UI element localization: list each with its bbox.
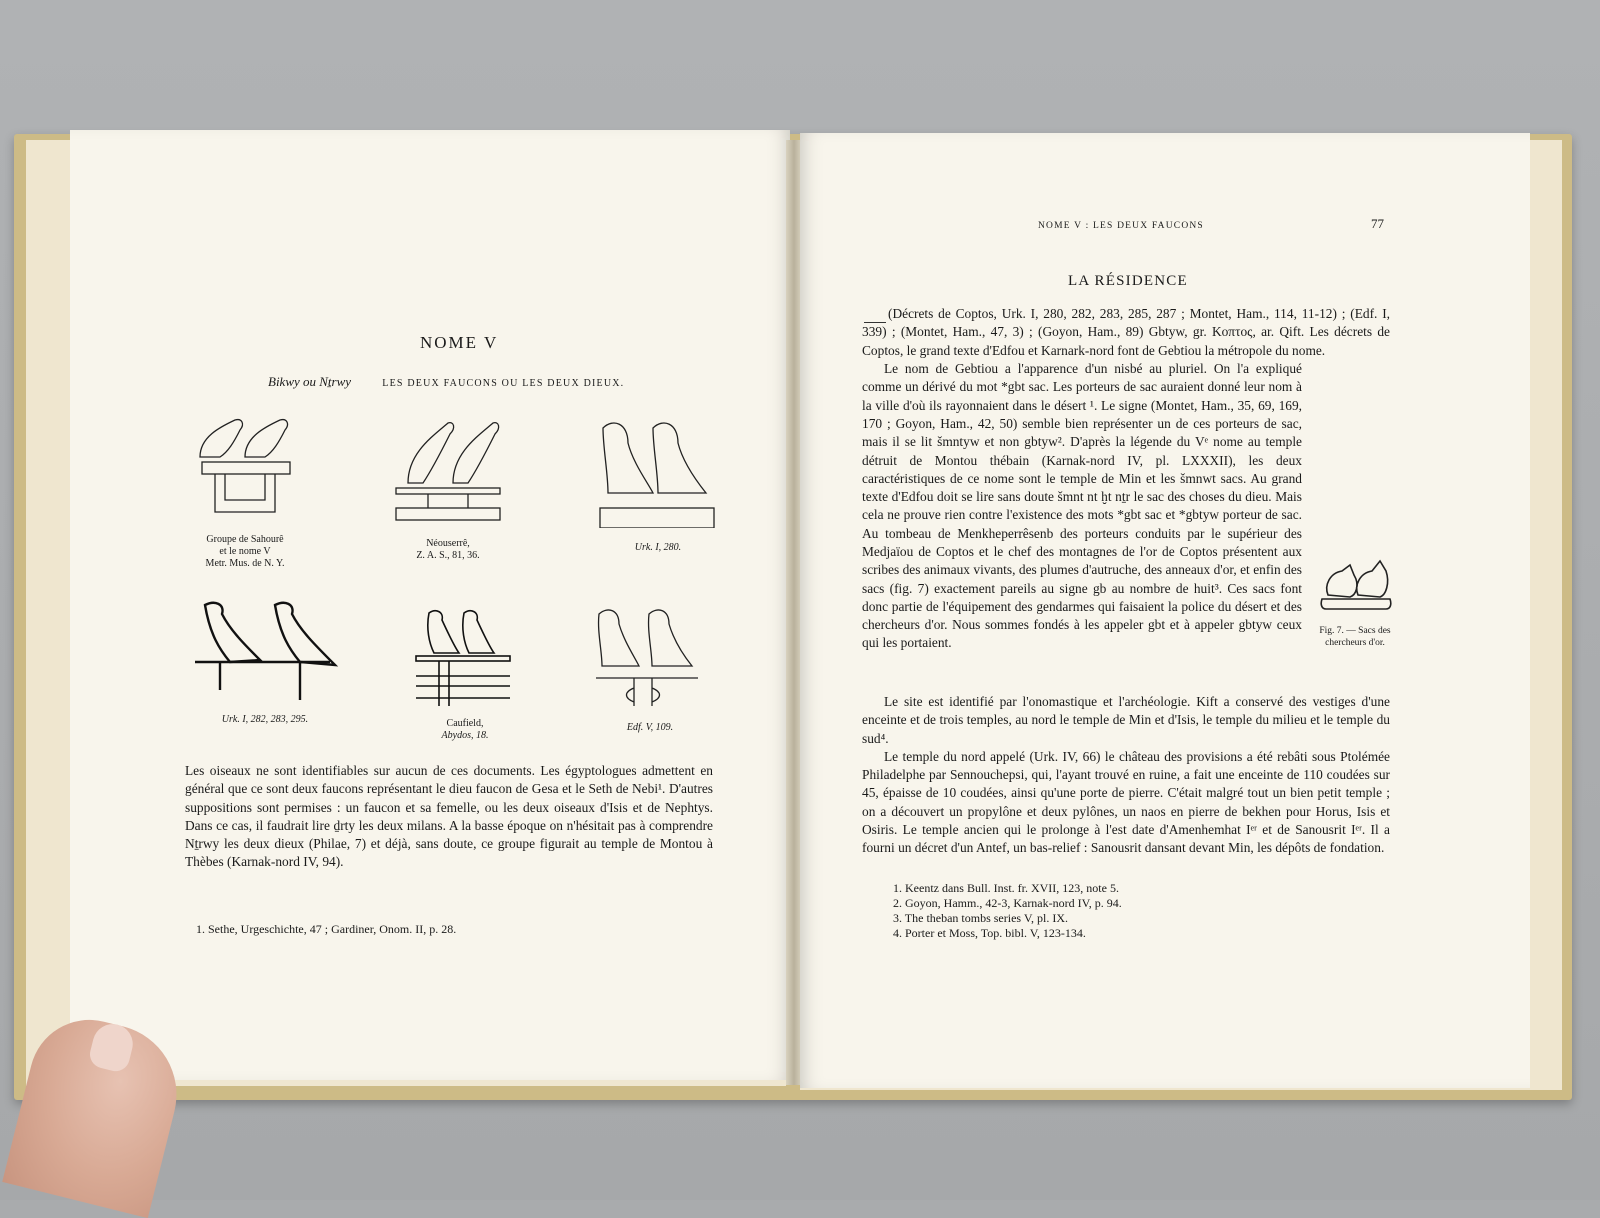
figure-falcons-5 <box>414 608 514 708</box>
figure-falcons-2 <box>388 418 508 528</box>
figure-caption-5: Caufield, Abydos, 18. <box>441 718 489 741</box>
figure-caption-4: Urk. I, 282, 283, 295. <box>221 714 309 725</box>
right-paragraph-1: (Décrets de Coptos, Urk. I, 280, 282, 283, 285, 287 ; Montet, Ham., 114, 11-12) ; (Edf. I, 339) ; (Montet, Ham., 47, 3) ; (Goyon, Ham., 89) Gbtyw, gr. Κοπτος, ar. Qift. Les décrets de Coptos, le grand texte d'Edfou et Karnark-nord font de Gebtiou la métropole du nome. <box>862 306 1390 358</box>
footnote-3: 3. The theban tombs series V, pl. IX. <box>893 911 1068 925</box>
running-head: NOME V : LES DEUX FAUCONS <box>1038 221 1204 231</box>
page-number: 77 <box>1371 216 1384 231</box>
figure-7-caption: Fig. 7. — Sacs des chercheurs d'or. <box>1319 626 1391 648</box>
subtitle-caps: LES DEUX FAUCONS OU LES DEUX DIEUX. <box>382 378 625 389</box>
left-page <box>70 130 790 1080</box>
hieroglyph-group-icon <box>864 306 886 323</box>
page-title: NOME V <box>420 333 499 352</box>
right-paragraph-2: Le nom de Gebtiou a l'apparence d'un nisbé au pluriel. On l'a expliqué comme un dérivé du mot *gbt sac. Les porteurs de sac auraient donné leur nom à la ville d'où ils rayonnaient dans le désert ¹. Le signe (Montet, Ham., 35, 69, 169, 170 ; Goyon, Ham., 42, 50) semble bien représenter un de ces porteurs de sac, mais il se lit šmntyw et non gbtyw². D'après la légende du Vᵉ nome au temple détruit de Montou thébain (Karnak-nord IV, pl. LXXXII), les deux caractéristiques de ce nome sont le temple de Min et les šmnwt sacs. Au grand texte d'Edfou doit se lire sans doute šmnt nt ḫt nṯr le sac des choses du dieu. Mais cela ne prouve rien contre l'existence des mots *gbt sac et *gbtyw porteur de sac. Au tombeau de Menkheperrêsenb des porteurs conduits par le supérieur des Medjaïou de Coptos et le chef des montagnes de l'or de Coptos présentent aux scribes des animaux vivants, des plumes d'autruche, des anneaux d'or, et enfin des sacs (fig. 7) exactement pareils au signe gb au nombre de huit³. Ces sacs font donc partie de l'équipement des gendarmes qui faisaient la police du désert et des chercheurs d'or. Nous sommes fondés à les appeler gbt et à appeler gbtyw ceux qui les portaient. <box>862 361 1302 651</box>
right-paragraph-4: Le temple du nord appelé (Urk. IV, 66) le château des provisions a été rebâti sous Ptolémée Philadelphe par Sennouchepsi, qui, l'ayant trouvé en ruine, a fait une enceinte de 110 coudées sur 45, épaisse de 10 coudées, ainsi qu'une porte de pierre. C'était malgré tout un bien petit temple ; on a découvert un propylône et deux pylônes, un naos en pierre de bekhen pour Horus, Isis et Osiris. Le temple ancien qui le prolonge à l'est date d'Amenhemhat Iᵉʳ et de Sanousrit Iᵉʳ. Il a fourni un décret d'un Antef, un bas-relief : Sanousrit dansant devant Min, les dépôts de fondation. <box>862 748 1390 856</box>
footnote-1: 1. Keentz dans Bull. Inst. fr. XVII, 123, note 5. <box>893 881 1119 895</box>
figure-falcons-6 <box>594 606 704 716</box>
right-body <box>862 305 1390 653</box>
footnote-4: 4. Porter et Moss, Top. bibl. V, 123-134. <box>893 926 1086 940</box>
left-footnote: 1. Sethe, Urgeschichte, 47 ; Gardiner, Onom. II, p. 28. <box>196 922 457 936</box>
figure-sacks <box>1320 555 1392 613</box>
figure-falcons-1 <box>190 412 300 522</box>
figure-caption-1: Groupe de Sahourê et le nome V Metr. Mus. de N. Y. <box>205 534 285 569</box>
section-title: LA RÉSIDENCE <box>1068 273 1188 289</box>
right-page <box>800 133 1530 1088</box>
right-paragraph-3: Le site est identifié par l'onomastique et l'archéologie. Kift a conservé des vestiges d'une enceinte et de trois temples, au nord le temple de Min et d'Isis, le temple du milieu et le temple du sud⁴. <box>862 694 1390 746</box>
nome-subtitle <box>268 374 688 390</box>
figure-falcons-3 <box>598 418 718 528</box>
figure-caption-2: Néouserrê, Z. A. S., 81, 36. <box>416 538 480 561</box>
left-body-paragraph: Les oiseaux ne sont identifiables sur aucun de ces documents. Les égyptologues admettent en général que ce sont deux faucons représentant le dieu faucon de Gesa et le Seth de Nebi¹. D'autres suppositions sont permises : un faucon et sa femelle, ou les deux oiseaux d'Isis et de Nephtys. Dans ce cas, il faudrait lire ḏrty les deux milans. A la basse époque on n'hésitait pas à comprendre Nṯrwy les deux dieux (Philae, 7) et déjà, sans doute, ce groupe figurait au temple de Montou à Thèbes (Karnak-nord IV, 94). <box>185 763 713 870</box>
footnote-2: 2. Goyon, Hamm., 42-3, Karnak-nord IV, p. 94. <box>893 896 1122 910</box>
subtitle-transliteration: Bikwy ou Nṯrwy <box>268 374 352 389</box>
figure-caption-6: Edf. V, 109. <box>626 722 674 733</box>
figure-falcons-4 <box>190 600 345 710</box>
figure-caption-3: Urk. I, 280. <box>634 542 682 553</box>
right-body-lower <box>862 693 1390 858</box>
right-footnotes <box>893 881 1333 941</box>
